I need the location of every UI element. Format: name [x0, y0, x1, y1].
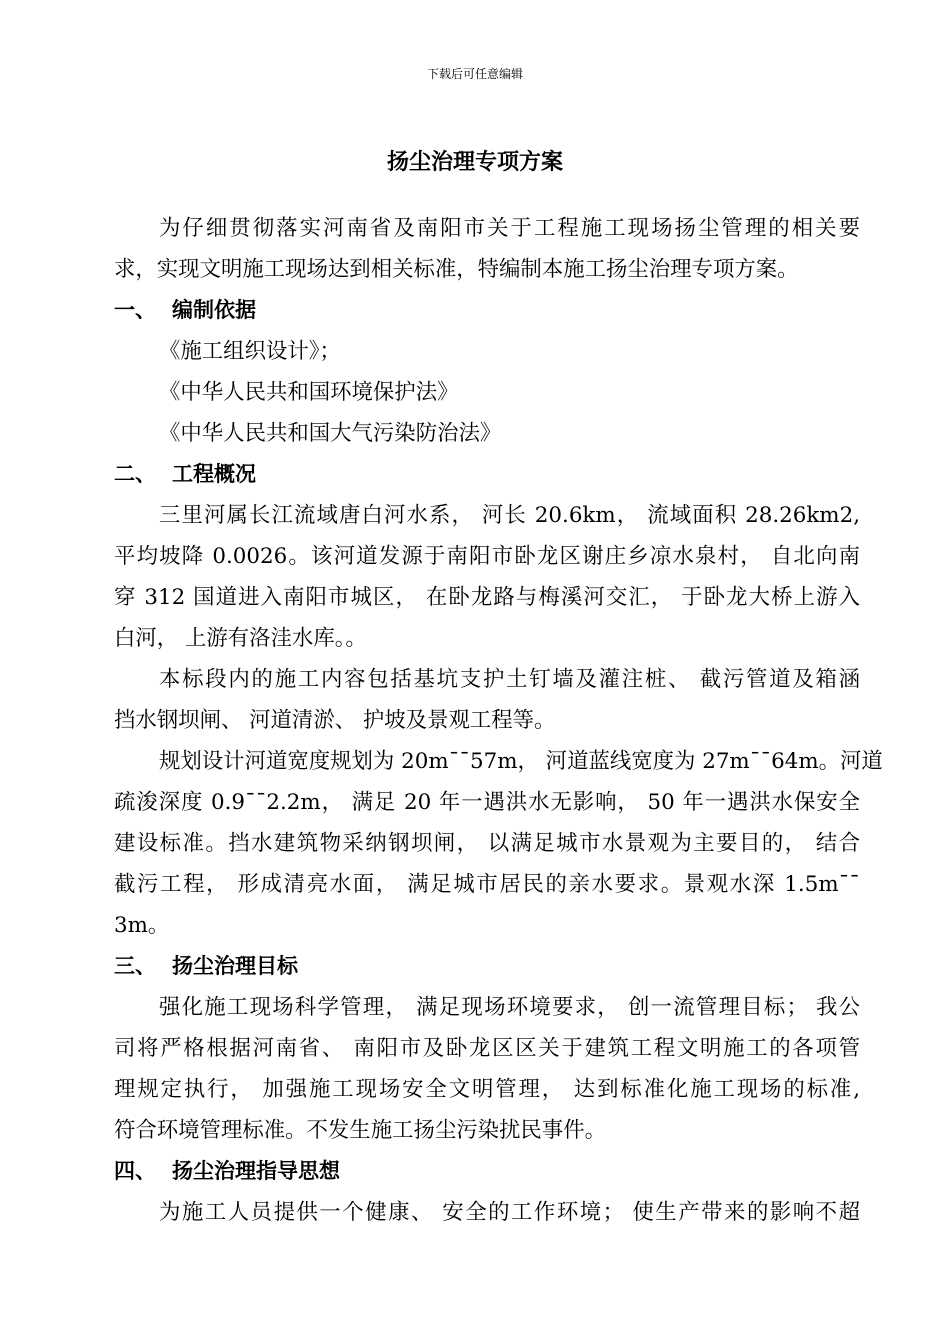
guideline-line-1: 为施工人员提供一个健康、 安全的工作环境； 使生产带来的影响不超 — [159, 1200, 860, 1225]
overview-p1-line-2: 平均坡降 0.0026。该河道发源于南阳市卧龙区谢庄乡凉水泉村， 自北向南 — [114, 544, 860, 569]
section-number-2: 二、 — [114, 462, 156, 486]
reference-item-1: 《施工组织设计》； — [159, 339, 341, 364]
document-body — [114, 208, 883, 1233]
goal-line-3: 理规定执行， 加强施工现场安全文明管理， 达到标准化施工现场的标准, — [114, 1077, 860, 1102]
reference-item-2: 《中华人民共和国环境保护法》 — [159, 380, 459, 405]
overview-p1-line-3: 穿 312 国道进入南阳市城区， 在卧龙路与梅溪河交汇， 于卧龙大桥上游入 — [114, 585, 860, 610]
section-title-2: 工程概况 — [172, 462, 256, 486]
overview-p3-line-3: 建设标准。挡水建筑物采纳钢坝闸， 以满足城市水景观为主要目的， 结合 — [114, 831, 860, 856]
section-heading-1 — [114, 290, 860, 331]
overview-p2-line-2: 挡水钢坝闸、 河道清淤、 护坡及景观工程等。 — [114, 708, 556, 733]
document-title: 扬尘治理专项方案 — [386, 150, 563, 175]
overview-p1-line-4: 白河， 上游有洛洼水库。。 — [114, 626, 367, 651]
section-title-3: 扬尘治理目标 — [172, 954, 298, 978]
goal-line-4: 符合环境管理标准。不发生施工扬尘污染扰民事件。 — [114, 1118, 606, 1143]
goal-line-2: 司将严格根据河南省、 南阳市及卧龙区区关于建筑工程文明施工的各项管 — [114, 1036, 860, 1061]
overview-p3-line-4: 截污工程， 形成清亮水面， 满足城市居民的亲水要求。景观水深 1.5m¯¯ — [114, 872, 860, 897]
header-note: 下载后可任意编辑 — [426, 67, 523, 81]
section-number-3: 三、 — [114, 954, 156, 978]
goal-line-1: 强化施工现场科学管理， 满足现场环境要求， 创一流管理目标； 我公 — [159, 995, 860, 1020]
section-number-4: 四、 — [114, 1159, 156, 1183]
section-title-1: 编制依据 — [172, 298, 256, 322]
overview-p3-line-2: 疏浚深度 0.9¯¯2.2m， 满足 20 年一遇洪水无影响， 50 年一遇洪水保安全 — [114, 790, 860, 815]
intro-line-2: 求，实现文明施工现场达到相关标准，特编制本施工扬尘治理专项方案。 — [114, 257, 799, 282]
overview-p3-line-5: 3m。 — [114, 913, 170, 938]
overview-p1-line-1: 三里河属长江流域唐白河水系， 河长 20.6km， 流域面积 28.26km2, — [159, 503, 860, 528]
overview-p2-line-1: 本标段内的施工内容包括基坑支护土钉墙及灌注桩、 截污管道及箱涵 — [159, 667, 860, 692]
reference-item-3: 《中华人民共和国大气污染防治法》 — [159, 421, 502, 446]
overview-p3-line-1: 规划设计河道宽度规划为 20m¯¯57m， 河道蓝线宽度为 27m¯¯64m。河道 — [159, 749, 883, 774]
section-heading-3 — [114, 946, 860, 987]
section-heading-2 — [114, 454, 860, 495]
section-heading-4 — [114, 1151, 860, 1192]
intro-line-1: 为仔细贯彻落实河南省及南阳市关于工程施工现场扬尘管理的相关要 — [159, 216, 860, 241]
section-number-1: 一、 — [114, 298, 156, 322]
section-title-4: 扬尘治理指导思想 — [172, 1159, 340, 1183]
